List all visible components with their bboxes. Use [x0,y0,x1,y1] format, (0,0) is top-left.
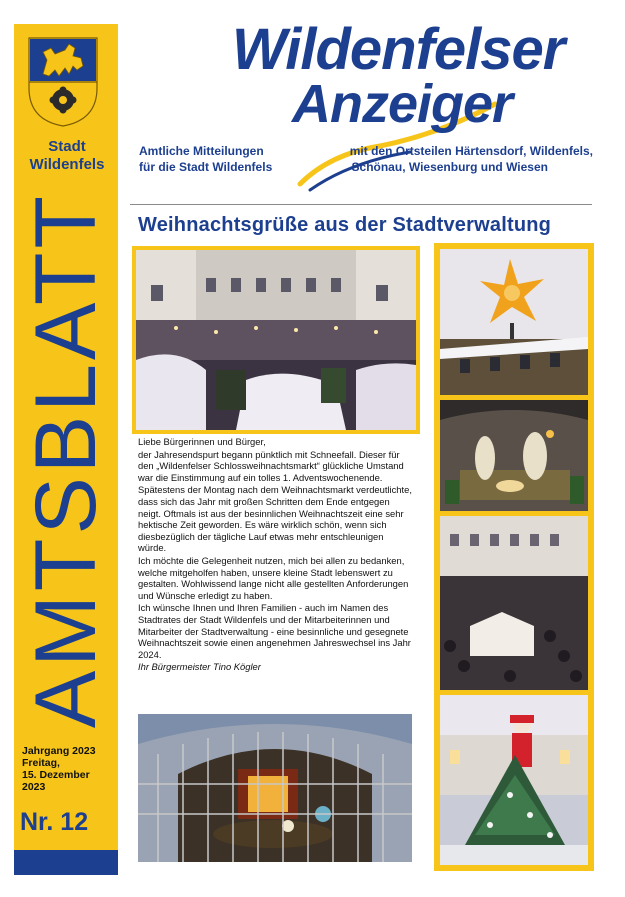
issue-number: Nr. 12 [20,808,89,836]
masthead-title-line2: Anzeiger [292,74,513,134]
issue-weekday: Freitag, [22,757,60,769]
issue-volume: Jahrgang 2023 [22,745,96,757]
masthead-title-line1: Wildenfelser [232,17,565,82]
masthead-left-subtitle-2: für die Stadt Wildenfels [139,160,273,174]
vertical-title: AMTSBLATT [18,191,114,729]
issue-date: 15. Dezember [22,769,90,781]
city-label-line2: Wildenfels [29,156,105,173]
vertical-title-area [18,190,114,730]
photo-herrnhut-star [440,249,588,395]
photo-nativity-figures [440,400,588,511]
city-label-line1: Stadt [48,138,86,155]
article-body [138,436,414,674]
article-salutation: Liebe Bürgerinnen und Bürger, [138,436,266,447]
article-paragraph-2: Spätestens der Montag nach dem Weihnachtsmarkt verdeutlichte, dass sich das Jahr mit großen Schritten dem Ende entgegen neigt. Oftmals ist aus der besinnlichen Weihnachtszeit eine sehr hektische Zeit geworden. Es wäre wirklich schön, wenn sich diesbezüglich der tägliche Lauf etwas mehr entschleunigen würde. [138,484,412,554]
photo-nativity-grotto [138,714,412,862]
photo-courtyard-market [132,246,420,434]
masthead-right-subtitle-2: Schönau, Wiesenburg und Wiesen [351,160,548,174]
photo-santa-tree [440,695,588,865]
article-paragraph-3: Ich möchte die Gelegenheit nutzen, mich bei allen zu bedanken, welche mitgeholfen haben, unsere kleine Stadt lebenswert zu gestalten. Wohlwissend lange nicht alle gestellten Anforderungen und Wünsche erledigt zu haben. [138,554,409,601]
page-headline: Weihnachtsgrüße aus der Stadtverwaltung [138,214,552,236]
photo-market-crowd [440,516,588,690]
issue-year: 2023 [22,781,46,793]
coat-of-arms-icon [25,36,101,128]
masthead-divider [130,204,592,205]
masthead-right-subtitle-1: mit den Ortsteilen Härtensdorf, Wildenfels, [349,144,593,158]
masthead-left-subtitle-1: Amtliche Mitteilungen [139,144,264,158]
article-signature: Ihr Bürgermeister Tino Kögler [138,661,261,673]
article-paragraph-1: der Jahresendspurt begann pünktlich mit Schneefall. Dieser für den „Wildenfelser Schlossweihnachtsmarkt“ glückliche Umstand war die Einstimmung auf ein tolles 1. Adventswochenende. [138,448,404,483]
sidebar-bottom-band [14,850,118,875]
article-paragraph-4: Ich wünsche Ihnen und Ihren Familien - auch im Namen des Stadtrates der Stadt Wildenfels und der Mitarbeiterinnen und Mitarbeiter der Stadtverwaltung - eine besinnliche und gesegnete Weihnachtszeit sowie einen angenehmen Jahreswechsel ins Jahr 2024. [138,602,411,660]
